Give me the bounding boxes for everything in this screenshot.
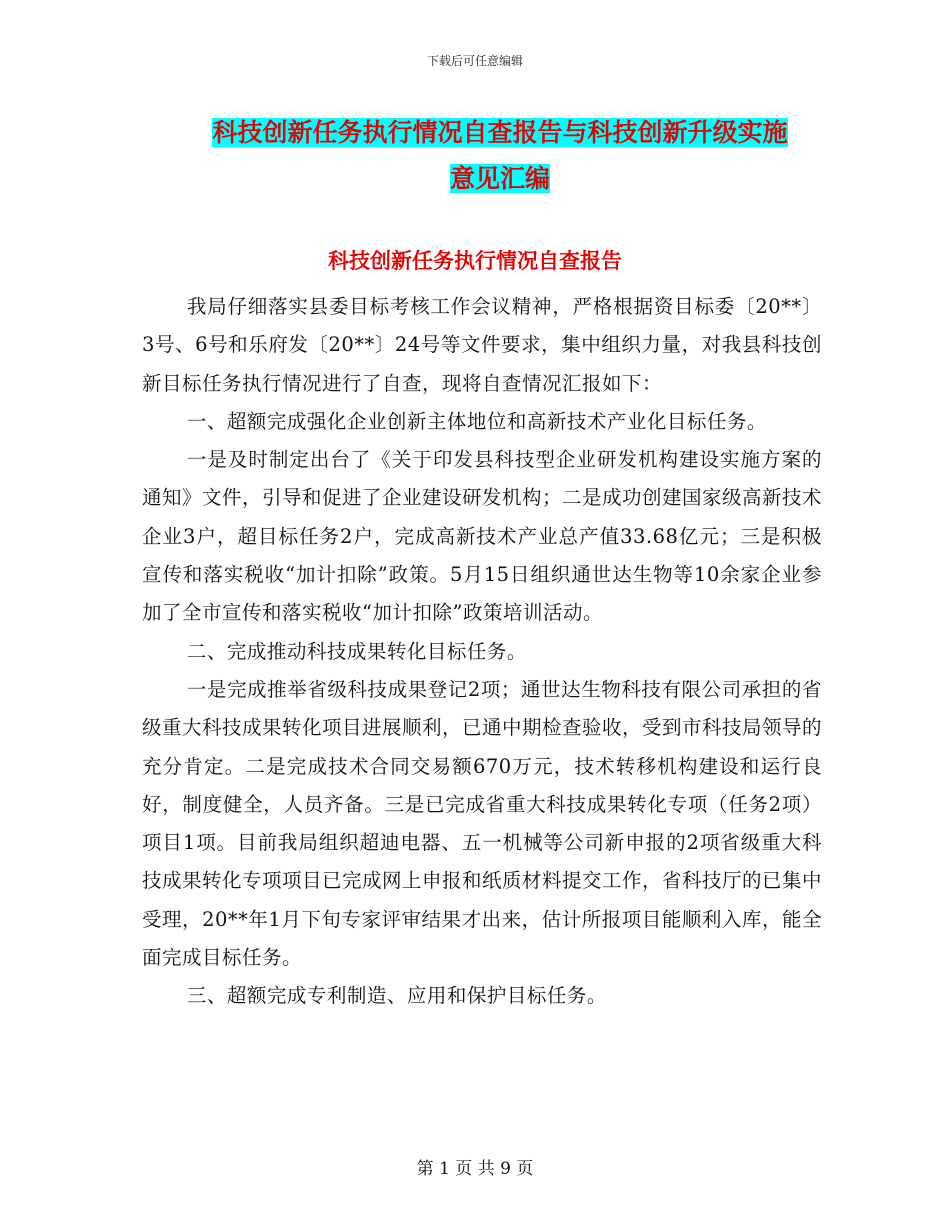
paragraph-heading-3: 三、超额完成专利制造、应用和保护目标任务。 [186,984,607,1008]
document-body [142,288,822,1016]
paragraph-section-1: 一是及时制定出台了《关于印发县科技型企业研发机构建设实施方案的通知》文件，引导和促进了企业建设研发机构；二是成功创建国家级高新技术企业3户，超目标任务2户，完成高新技术产业总产值33.68亿元；三是积极宣传和落实税收“加计扣除”政策。5月15日组织通世达生物等10余家企业参加了全市宣传和落实税收“加计扣除”政策培训活动。 [142,448,823,625]
page-number: 第 1 页 共 9 页 [416,1159,534,1179]
header-note: 下载后可任意编辑 [426,54,523,68]
document-title-line-2: 意见汇编 [449,164,550,193]
paragraph-section-2: 一是完成推举省级科技成果登记2项；通世达生物科技有限公司承担的省级重大科技成果转化项目进展顺利，已通中期检查验收，受到市科技局领导的充分肯定。二是完成技术合同交易额670万元，技术转移机构建设和运行良好，制度健全，人员齐备。三是已完成省重大科技成果转化专项（任务2项）项目1项。目前我局组织超迪电器、五一机械等公司新申报的2项省级重大科技成果转化专项项目已完成网上申报和纸质材料提交工作，省科技厅的已集中受理，20**年1月下旬专家评审结果才出来，估计所报项目能顺利入库，能全面完成目标任务。 [142,677,823,970]
section-title: 科技创新任务执行情况自查报告 [328,249,622,273]
document-title-line-1: 科技创新任务执行情况自查报告与科技创新升级实施 [212,118,788,147]
paragraph-heading-2: 二、完成推动科技成果转化目标任务。 [186,639,527,663]
paragraph-intro: 我局仔细落实县委目标考核工作会议精神，严格根据资目标委〔20**〕3号、6号和乐府发〔20**〕24号等文件要求，集中组织力量，对我县科技创新目标任务执行情况进行了自查，现将自查情况汇报如下： [142,295,822,395]
document-title [150,110,850,202]
paragraph-heading-1: 一、超额完成强化企业创新主体地位和高新技术产业化目标任务。 [186,409,767,433]
